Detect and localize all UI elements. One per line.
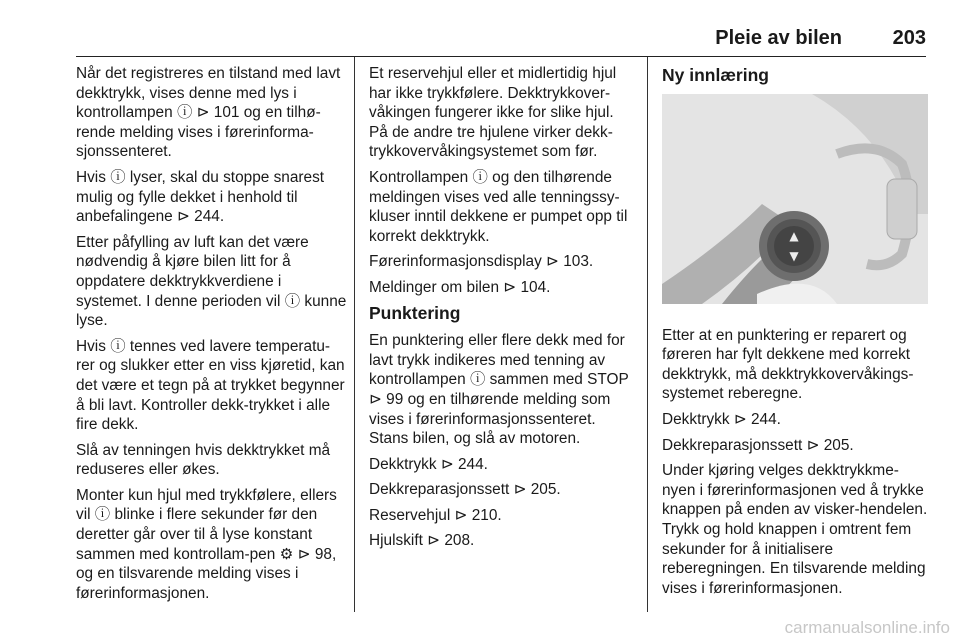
paragraph: Dekktrykk ⊳ 244.: [369, 455, 488, 473]
column-1: [76, 64, 348, 609]
page-number: 203: [892, 27, 926, 49]
paragraph: Hvis ⓘ lyser, skal du stoppe snarest mulig og fylle dekket i henhold til anbefalingene ⊳ 244.: [76, 168, 325, 226]
column-2: [369, 64, 635, 557]
paragraph: Når det registreres en tilstand med lavt dekktrykk, vises denne med lys i kontrollampen ⓘ ⊳ 101 og en tilhø-rende melding vises i førerinforma-sjonssenteret.: [76, 65, 341, 161]
paragraph: Reservehjul ⊳ 210.: [369, 506, 502, 524]
paragraph: Etter påfylling av luft kan det være nødvendig å kjøre bilen litt for å oppdatere dekktrykkverdiene i systemet. I denne perioden vil ⓘ kunne lyse.: [76, 233, 347, 330]
paragraph: Dekktrykk ⊳ 244.: [662, 410, 781, 428]
heading-ny-innlaering: Ny innlæring: [662, 65, 769, 85]
svg-text:▲: ▲: [789, 228, 799, 243]
paragraph: Under kjøring velges dekktrykkme-nyen i førerinformasjonen ved å trykke knappen på enden av visker-hendelen. Trykk og hold knappen i omtrent fem sekunder for å initialisere reberegningen. En tilsvarende melding vises i førerinformasjonen.: [662, 462, 928, 597]
paragraph: Hjulskift ⊳ 208.: [369, 532, 475, 550]
wiper-stalk-illustration: [662, 94, 928, 304]
heading-punktering: Punktering: [369, 302, 461, 323]
section-title: Pleie av bilen: [715, 27, 842, 49]
page-header: [0, 0, 960, 56]
header-rule: [76, 56, 926, 57]
wiper-stalk-image: [662, 94, 928, 304]
paragraph: En punktering eller flere dekk med for lavt trykk indikeres med tenning av kontrollampen ⓘ sammen med STOP ⊳ 99 og en tilhørende melding som vises i førerinformasjonssenteret. Stans bilen, og slå av motoren.: [369, 332, 629, 448]
paragraph: Monter kun hjul med trykkfølere, ellers vil ⓘ blinke i flere sekunder før den deretter går over til å lyse konstant sammen med kontrollam-pen ⚙ ⊳ 98, og en tilsvarende melding vises i førerinformasjonen.: [76, 486, 337, 602]
paragraph: Etter at en punktering er reparert og føreren har fylt dekkene med korrekt dekktrykk, må dekktrykkovervåkings-systemet reberegne.: [662, 326, 914, 403]
paragraph: Førerinformasjonsdisplay ⊳ 103.: [369, 253, 594, 271]
paragraph: Kontrollampen ⓘ og den tilhørende meldingen vises ved alle tenningssy-kluser inntil dekkene er pumpet opp til korrekt dekktrykk.: [369, 168, 628, 245]
paragraph: Slå av tenningen hvis dekktrykket må reduseres eller økes.: [76, 441, 331, 479]
paragraph: Et reservehjul eller et midlertidig hjul har ikke trykkfølere. Dekktrykkover-våkingen fungerer ikke for slike hjul. På de andre tre hjulene virker dekk-trykkovervåkingsystemet som før.: [369, 65, 617, 161]
paragraph: Hvis ⓘ tennes ved lavere temperatu-rer og slukker etter en viss kjøretid, kan det være et tegn på at trykket begynner å bli lavt. Kontroller dekk-trykket i alle fire dekk.: [76, 337, 345, 434]
column-divider: [354, 57, 355, 612]
column-divider: [647, 57, 648, 612]
column-3: [662, 64, 928, 604]
paragraph: Dekkreparasjonssett ⊳ 205.: [369, 481, 561, 499]
svg-text:▼: ▼: [789, 248, 799, 263]
watermark: carmanualsonline.info: [784, 618, 950, 637]
paragraph: Meldinger om bilen ⊳ 104.: [369, 278, 551, 296]
paragraph: Dekkreparasjonssett ⊳ 205.: [662, 436, 854, 454]
